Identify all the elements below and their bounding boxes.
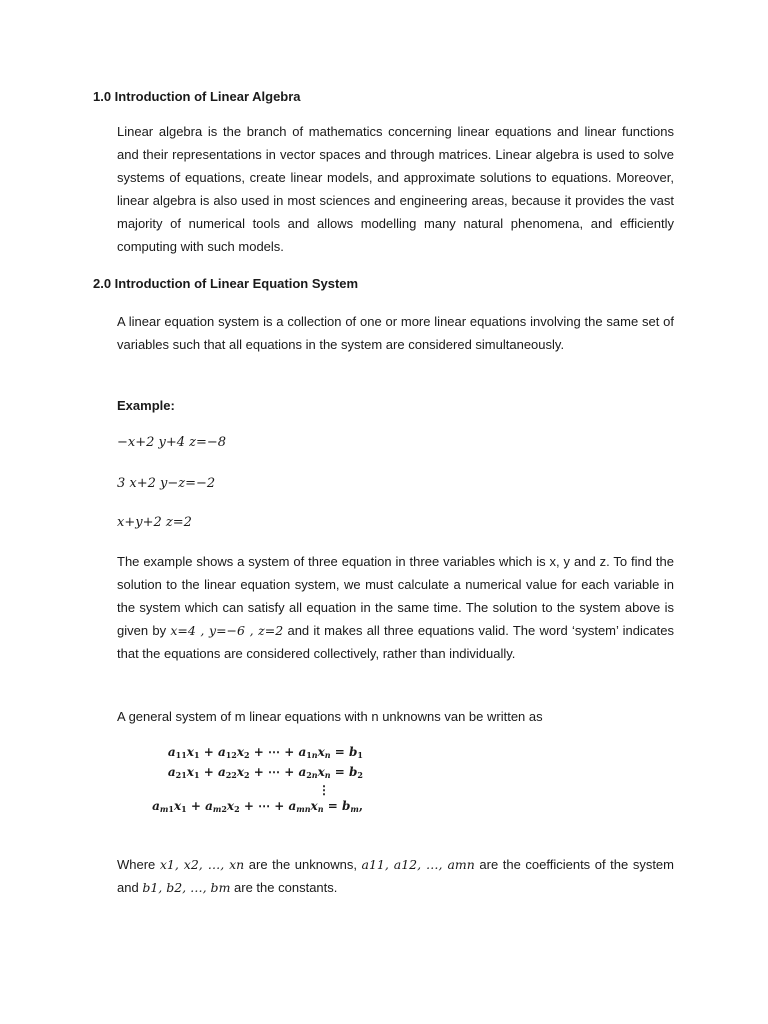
general-system-equations	[117, 744, 363, 818]
general-equation-row-m: $a_{m1}x_1 + a_{m2}x_2$ + ⋯ + $a_{mn}x_n = b_m$,	[152, 799, 363, 814]
where-suffix: are the constants.	[230, 880, 338, 895]
unknowns-expression: x1, x2, …, xn	[159, 857, 245, 872]
constants-expression: b1, b2, …, bm	[142, 880, 231, 895]
equation-1: −x+2 y+4 z=−8	[117, 435, 227, 450]
general-equation-row-1: $a_{11}x_1 + a_{12}x_2$ + ⋯ + $a_{1n}x_n = b_1$	[167, 745, 363, 760]
where-mid-2: are the coefficients of the system and	[117, 857, 674, 895]
explanation-paragraph	[117, 550, 674, 665]
explanation-text-2: and it makes all three equations valid. The word ‘system’ indicates that the equations are considered collectively, rather than individually.	[117, 623, 674, 661]
section-2-heading: 2.0 Introduction of Linear Equation System	[93, 276, 359, 291]
equation-3: x+y+2 z=2	[117, 515, 192, 530]
coefficients-expression: a11, a12, …, amn	[361, 857, 475, 872]
equation-2: 3 x+2 y−z=−2	[117, 476, 216, 491]
where-paragraph	[117, 853, 674, 899]
general-system-intro: A general system of m linear equations with n unknowns van be written as	[117, 709, 543, 724]
section-1-heading: 1.0 Introduction of Linear Algebra	[93, 89, 301, 104]
general-equation-row-2: $a_{21}x_1 + a_{22}x_2$ + ⋯ + $a_{2n}x_n = b_2$	[167, 765, 363, 780]
example-label: Example:	[117, 398, 175, 413]
section-2-paragraph: A linear equation system is a collection of one or more linear equations involving the same set of variables such that all equations in the system are considered simultaneously.	[117, 314, 674, 352]
where-prefix: Where	[117, 857, 160, 872]
solution-expression: x=4 , y=−6 , z=2	[170, 623, 284, 638]
where-mid: are the unknowns,	[244, 857, 362, 872]
explanation-text-1: The example shows a system of three equation in three variables which is x, y and z. To find the solution to the linear equation system, we must calculate a numerical value for each variable in the system which can satisfy all equation in the same time. The solution to the system above is given by	[117, 554, 674, 638]
section-1-paragraph: Linear algebra is the branch of mathematics concerning linear equations and linear functions and their representations in vector spaces and through matrices. Linear algebra is used to solve systems of equations, create linear models, and approximate solutions to equations. Moreover, linear algebra is also used in most sciences and engineering areas, because it provides the vast majority of numerical tools and allows modelling many natural phenomena, and efficiently computing with such models.	[117, 124, 674, 254]
vertical-ellipsis: ⋮	[318, 783, 330, 797]
